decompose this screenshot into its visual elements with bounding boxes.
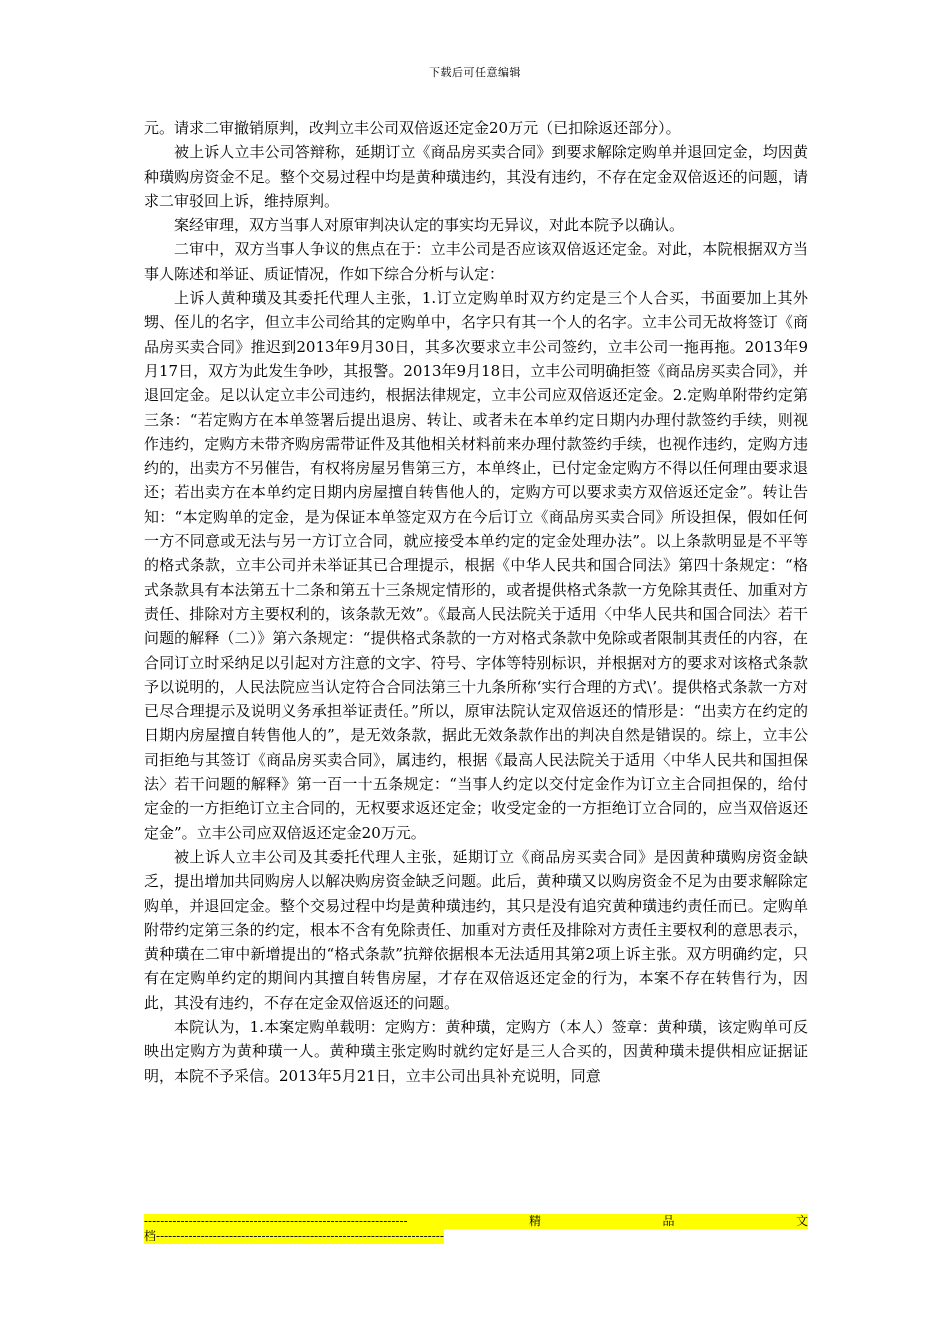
paragraph-facts-confirmed: 案经审理，双方当事人对原审判决认定的事实均无异议，对此本院予以确认。: [174, 216, 685, 235]
paragraph-continuation: 元。请求二审撤销原判，改判立丰公司双倍返还定金20万元（已扣除返还部分）。: [144, 119, 681, 137]
paragraph-appellee-reply: 被上诉人立丰公司答辩称，延期订立《商品房买卖合同》到要求解除定购单并退回定金，均因黄种璜购房资金不足。整个交易过程中均是黄种璜违约，其没有违约，不存在定金双倍返还的问题，请求二审驳回上诉，维持原判。: [144, 143, 808, 210]
page-footer: [144, 1214, 808, 1244]
footer-char-2: 品: [662, 1214, 675, 1228]
footer-line-2: [144, 1229, 444, 1244]
footer-dashes-right: -----------------------------------------------------------------------: [156, 1229, 444, 1243]
document-body: [144, 116, 808, 1088]
page-header: 下载后可任意编辑: [429, 66, 521, 79]
footer-char-4: 档: [144, 1229, 157, 1243]
paragraph-court-opinion: 本院认为，1.本案定购单载明：定购方：黄种璜，定购方（本人）签章：黄种璜，该定购单可反映出定购方为黄种璜一人。黄种璜主张定购时就约定好是三人合买的，因黄种璜未提供相应证据证明，本院不予采信。2013年5月21日，立丰公司出具补充说明，同意: [144, 1017, 808, 1085]
paragraph-appellee-claim: 被上诉人立丰公司及其委托代理人主张，延期订立《商品房买卖合同》是因黄种璜购房资金缺乏，提出增加共同购房人以解决购房资金缺乏问题。此后，黄种璜又以购房资金不足为由要求解除定购单，并退回定金。整个交易过程中均是黄种璜违约，其只是没有追究黄种璜违约责任而已。定购单附带约定第三条的约定，根本不含有免除责任、加重对方责任及排除对方责任主要权利的意思表示，黄种璜在二审中新增提出的“格式条款”抗辩依据根本无法适用其第2项上诉主张。双方明确约定，只有在定购单约定的期间内其擅自转售房屋，才存在双倍返还定金的行为，本案不存在转售行为，因此，其没有违约，不存在定金双倍返还的问题。: [144, 847, 808, 1012]
footer-char-1: 精: [529, 1214, 542, 1228]
footer-char-3: 文: [795, 1214, 808, 1228]
footer-line-1: [144, 1214, 808, 1229]
paragraph-appellant-claim: 上诉人黄种璜及其委托代理人主张，1.订立定购单时双方约定是三个人合买，书面要加上其外甥、侄儿的名字，但立丰公司给其的定购单中，名字只有其一个人的名字。立丰公司无故将签订《商品房买卖合同》推迟到2013年9月30日，其多次要求立丰公司签约，立丰公司一拖再拖。2013年9月17日，双方为此发生争吵，其报警。2013年9月18日，立丰公司明确拒签《商品房买卖合同》，并退回定金。足以认定立丰公司违约，根据法律规定，立丰公司应双倍返还定金。2.定购单附带约定第三条：“若定购方在本单签署后提出退房、转让、或者未在本单约定日期内办理付款签约手续，则视作违约，定购方未带齐购房需带证件及其他相关材料前来办理付款签约手续，也视作违约，定购方违约的，出卖方不另催告，有权将房屋另售第三方，本单终止，已付定金定购方不得以任何理由要求退还；若出卖方在本单约定日期内房屋擅自转售他人的，定购方可以要求卖方双倍返还定金”。转让告知：“本定购单的定金，是为保证本单签定双方在今后订立《商品房买卖合同》所设担保，假如任何一方不同意或无法与另一方订立合同，就应接受本单约定的定金处理办法”。以上条款明显是不平等的格式条款，立丰公司并未举证其已合理提示，根据《中华人民共和国合同法》第四十条规定：“格式条款具有本法第五十二条和第五十三条规定情形的，或者提供格式条款一方免除其责任、加重对方责任、排除对方主要权利的，该条款无效”。《最高人民法院关于适用〈中华人民共和国合同法〉若干问题的解释（二）》第六条规定：“提供格式条款的一方对格式条款中免除或者限制其责任的内容，在合同订立时采纳足以引起对方注意的文字、符号、字体等特别标识，并根据对方的要求对该格式条款予以说明的，人民法院应当认定符合合同法第三十九条所称‘实行合理的方式\’。提供格式条款一方对已尽合理提示及说明义务承担举证责任。”所以，原审法院认定双倍返还的情形是：“出卖方在约定的日期内房屋擅自转售他人的”，是无效条款，据此无效条款作出的判决自然是错误的。综上，立丰公司拒绝与其签订《商品房买卖合同》，属违约，根据《最高人民法院关于适用〈中华人民共和国担保法〉若干问题的解释》第一百一十五条规定：“当事人约定以交付定金作为订立主合同担保的，给付定金的一方拒绝订立主合同的，无权要求返还定金；收受定金的一方拒绝订立合同的，应当双倍返还定金”。立丰公司应双倍返还定金20万元。: [144, 289, 808, 842]
paragraph-dispute-focus: 二审中，双方当事人争议的焦点在于：立丰公司是否应该双倍返还定金。对此，本院根据双方当事人陈述和举证、质证情况，作如下综合分析与认定：: [144, 240, 808, 283]
footer-dashes-left: -----------------------------------------------------------------: [144, 1214, 408, 1228]
